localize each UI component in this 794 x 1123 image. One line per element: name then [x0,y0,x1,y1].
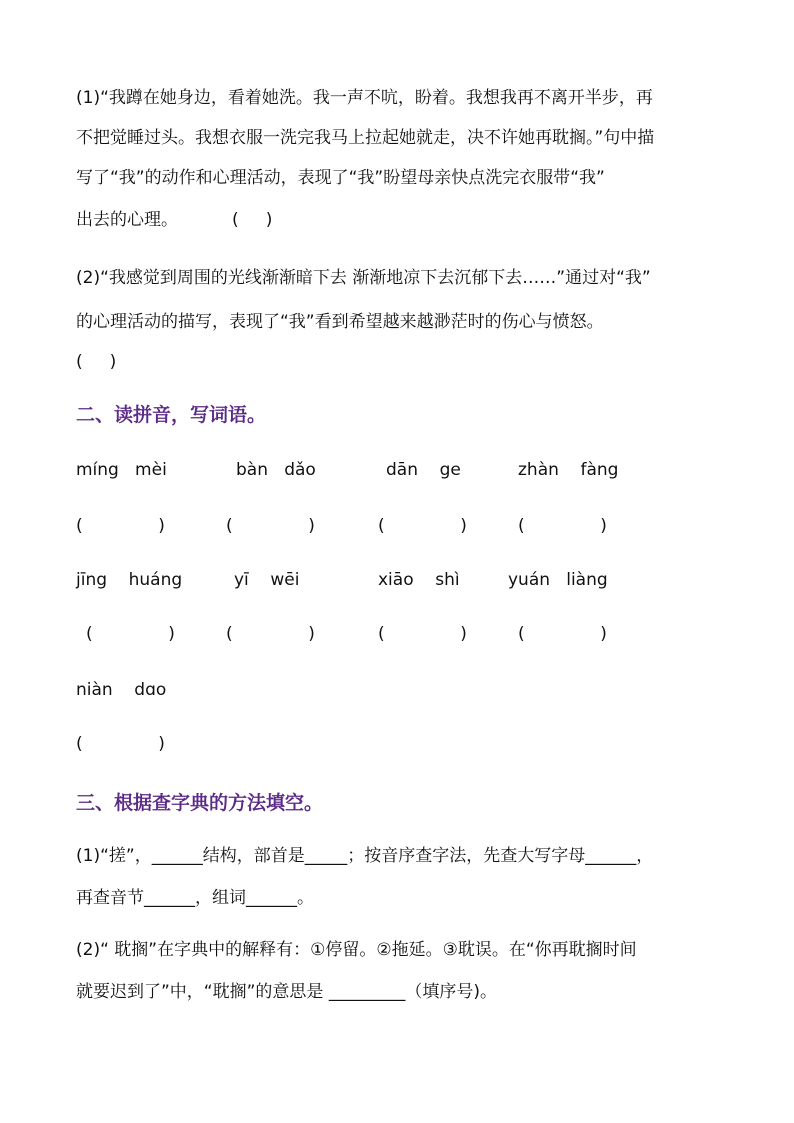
q2-answer-blank: ( ) [76,352,117,372]
pinyin-item: yī wēi [234,570,300,590]
answer-blank: ( ) [76,516,165,536]
pinyin-item: bàn dǎo [236,460,316,480]
answer-blank: ( ) [518,624,607,644]
answer-blank: ( ) [226,624,315,644]
s3-q2-line-2: 就要迟到了”中，“耽搁”的意思是 _________（填序号)。 [76,982,497,1002]
answer-blank: ( ) [518,516,607,536]
section2-heading: 二、读拼音，写词语。 [76,404,267,426]
pinyin-item: niàn dɑo [76,680,167,700]
q1-line-2: 不把觉睡过头。我想衣服一洗完我马上拉起她就走，决不许她再耽搁。”句中描 [76,128,655,148]
q1-line-1: (1)“我蹲在她身边，看着她洗。我一声不吭，盼着。我想我再不离开半步，再 [76,88,653,108]
pinyin-item: jīng huáng [76,570,183,590]
q1-line-4: 出去的心理。 ( ) [76,210,273,230]
q2-line-2: 的心理活动的描写，表现了“我”看到希望越来越渺茫时的伤心与愤怒。 [76,312,604,332]
answer-blank: ( ) [86,624,175,644]
answer-blank: ( ) [378,624,467,644]
s3-q1-line-1: (1)“搓”，______结构，部首是_____；按音序查字法，先查大写字母______， [76,846,654,866]
pinyin-item: míng mèi [76,460,167,480]
answer-blank: ( ) [378,516,467,536]
s3-q1-line-2: 再查音节______，组词______。 [76,888,314,908]
section3-heading: 三、根据查字典的方法填空。 [76,792,324,814]
pinyin-item: xiāo shì [378,570,460,590]
pinyin-item: yuán liàng [508,570,608,590]
answer-blank: ( ) [76,734,165,754]
q1-line-3: 写了“我”的动作和心理活动，表现了“我”盼望母亲快点洗完衣服带“我” [76,168,605,188]
answer-blank: ( ) [226,516,315,536]
pinyin-item: dān ge [386,460,461,480]
s3-q2-line-1: (2)“ 耽搁”在字典中的解释有：①停留。②拖延。③耽误。在“你再耽搁时间 [76,940,637,960]
q2-line-1: (2)“我感觉到周围的光线渐渐暗下去 渐渐地凉下去沉郁下去……”通过对“我” [76,268,651,288]
pinyin-item: zhàn fàng [518,460,619,480]
